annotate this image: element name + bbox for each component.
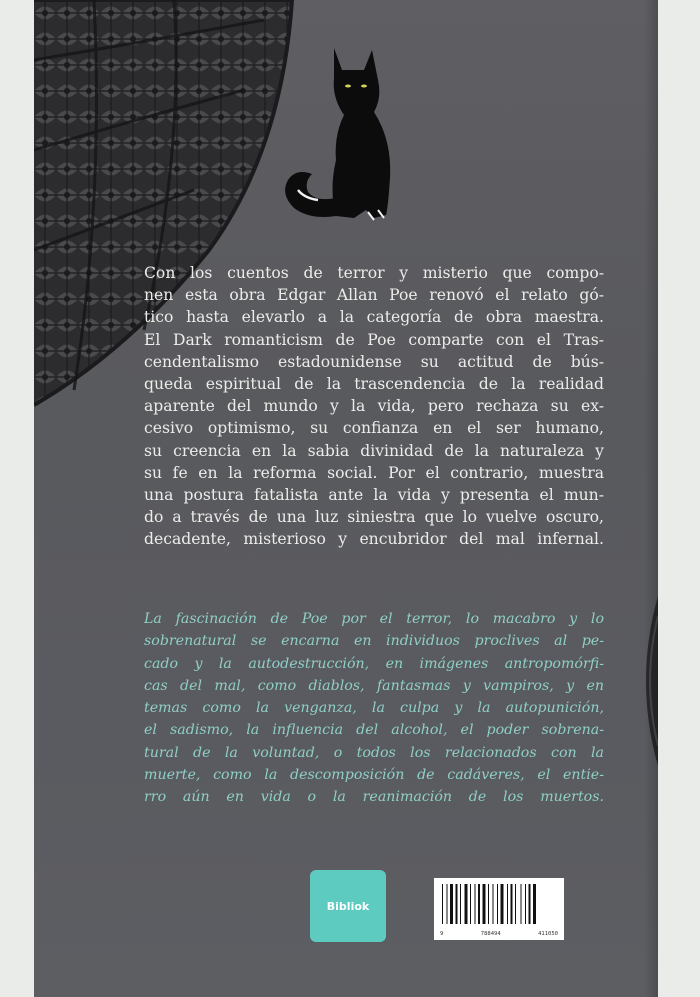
description-line: do a través de una luz siniestra que lo vuelve oscuro,: [144, 508, 604, 527]
book-back-cover: [34, 0, 658, 997]
description-line: una postura fatalista ante la vida y presenta el mun-: [144, 486, 604, 505]
description-line: Con los cuentos de terror y misterio que compo-: [144, 264, 604, 282]
quote-line: La fascinación de Poe por el terror, lo macabro y lo: [144, 611, 604, 627]
publisher-logo: [310, 870, 386, 942]
quote-line: rro aún en vida o la reanimación de los muertos.: [144, 789, 604, 806]
description-line: nen esta obra Edgar Allan Poe renovó el relato gó-: [144, 286, 604, 305]
description-line: queda espiritual de la trascendencia de la realidad: [144, 375, 604, 394]
quote-line: tural de la voluntad, o todos los relacionados con la: [144, 744, 604, 761]
description-line: cendentalismo estadounidense su actitud de bús-: [144, 352, 604, 371]
quote-line: temas como la venganza, la culpa y la autopunición,: [144, 700, 604, 717]
description-line: El Dark romanticism de Poe comparte con el Tras-: [144, 330, 604, 349]
barcode-digit-group: 9: [440, 931, 444, 937]
description-line: aparente del mundo y la vida, pero rechaza su ex-: [144, 397, 604, 416]
barcode-bars: [440, 884, 558, 928]
quote-line: el sadismo, la influencia del alcohol, el poder sobrena-: [144, 722, 604, 739]
quote-line: cas del mal, como diablos, fantasmas y vampiros, y en: [144, 677, 604, 694]
quote-line: muerte, como la descomposición de cadáveres, el entie-: [144, 767, 604, 784]
publisher-logo-text: Bibliok: [326, 899, 370, 913]
black-cat-illustration: [274, 40, 424, 225]
book-description: [144, 262, 604, 551]
description-line: su creencia en la sabia divinidad de la naturaleza y: [144, 441, 604, 460]
quote-line: cado y la autodestrucción, en imágenes antropomórfi-: [144, 655, 604, 672]
barcode-digits: [440, 931, 558, 937]
barcode-digit-group: 788494: [480, 931, 501, 937]
description-line: su fe en la reforma social. Por el contrario, muestra: [144, 463, 604, 482]
description-line: decadente, misterioso y encubridor del mal infernal.: [144, 530, 604, 549]
book-quote: [144, 608, 604, 809]
ornament-edge-illustration: [634, 596, 658, 766]
barcode-digit-group: 411050: [538, 931, 558, 937]
quote-line: sobrenatural se encarna en individuos proclives al pe-: [144, 633, 604, 650]
description-line: tico hasta elevarlo a la categoría de obra maestra.: [144, 308, 604, 327]
barcode: [434, 878, 564, 940]
description-line: cesivo optimismo, su confianza en el ser humano,: [144, 419, 604, 438]
